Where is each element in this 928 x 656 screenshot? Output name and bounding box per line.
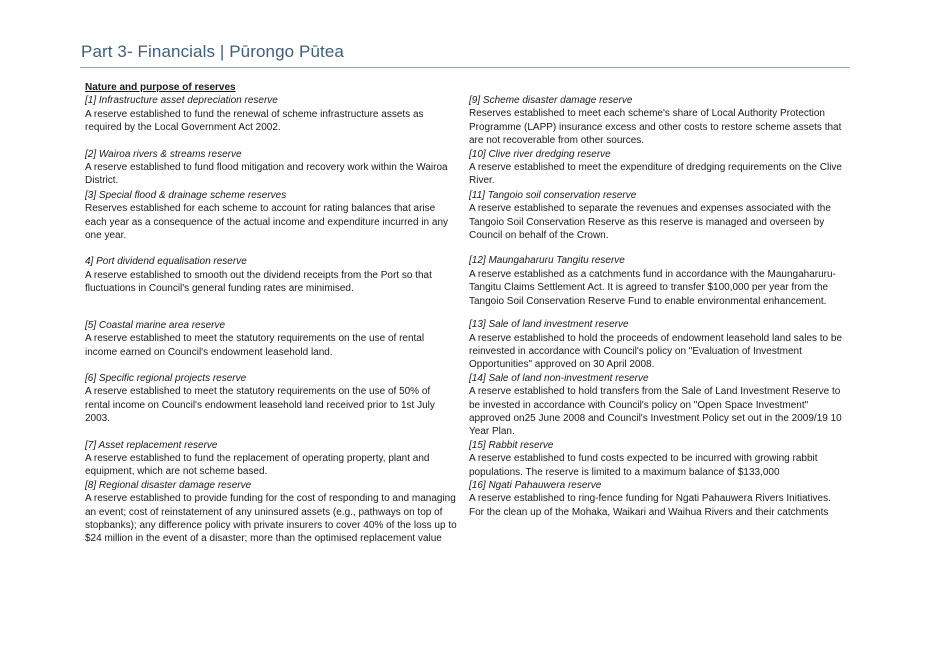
reserve-item (469, 94, 847, 148)
right-column (469, 94, 847, 519)
reserve-title: [9] Scheme disaster damage reserve (469, 95, 633, 106)
reserve-description: A reserve established to hold the proceeds of endowment leasehold land sales to be reinvested in accordance with Council's policy on "Evaluation of Investment Opportunities" approved on 30 April 2008. (469, 332, 843, 371)
reserve-title: [13] Sale of land investment reserve (469, 319, 629, 331)
reserve-description: A reserve established to provide funding for the cost of responding to and managing an event; cost of reinstatement of any uninsured assets (e.g., pathways on top of stopbanks); any difference policy with private insurers to cover 40% of the loss up to $24 million in the event of a disaster; more than the optimised replacement value (85, 493, 457, 545)
reserve-title: [2] Wairoa rivers & streams reserve (85, 148, 242, 160)
reserve-title: [11] Tangoio soil conservation reserve (469, 189, 637, 201)
reserve-title: [14] Sale of land non-investment reserve (469, 372, 649, 384)
reserve-item (85, 148, 457, 188)
reserve-item (469, 479, 847, 519)
reserve-item (85, 255, 457, 295)
reserve-description: A reserve established to ring-fence funding for Ngati Pahauwera Rivers Initiatives. For the clean up of the Mohaka, Waikari and Waihua Rivers and their catchments (469, 493, 831, 518)
reserve-item (469, 189, 847, 243)
reserve-description: A reserve established to fund flood mitigation and recovery work within the Wairoa District. (85, 162, 448, 187)
page-title: Part 3- Financials | Pūrongo Pūtea (81, 42, 344, 61)
title-divider (80, 67, 850, 68)
reserve-description: A reserve established to hold transfers from the Sale of Land Investment Reserve to be invested in accordance with Council's policy on "Open Space Investment" approved on25 June 2008 and Council's Investment Policy set out in the 2009/19 10 Year Plan. (469, 386, 842, 438)
reserve-item (85, 189, 457, 243)
reserve-description: A reserve established to separate the revenues and expenses associated with the Tangoio Soil Conservation Reserve as this reserve is managed and overseen by Council on behalf of the Crown. (469, 203, 831, 242)
reserve-description: A reserve established to fund the replacement of operating property, plant and equipment, which are not scheme based. (85, 452, 430, 478)
reserve-item (85, 372, 457, 426)
reserve-item (85, 479, 457, 546)
reserve-item (469, 439, 847, 479)
section-heading: Nature and purpose of reserves (85, 82, 236, 93)
reserve-title: [6] Specific regional projects reserve (85, 372, 247, 384)
reserve-title: [12] Maungaharuru Tangitu reserve (469, 255, 625, 267)
reserve-item (469, 254, 847, 308)
reserve-title: [8] Regional disaster damage reserve (85, 479, 252, 491)
reserve-item (469, 372, 847, 439)
reserve-item (469, 148, 847, 188)
reserve-title: [7] Asset replacement reserve (85, 439, 218, 451)
reserve-title: [3] Special flood & drainage scheme reserves (85, 189, 287, 201)
reserve-description: A reserve established to meet the statutory requirements on the use of 50% of rental income on Council's endowment leasehold land received prior to 1st July 2003. (85, 386, 435, 425)
reserve-item (469, 318, 847, 372)
reserve-description: A reserve established to meet the statutory requirements on the use of rental income earned on Council's endowment leasehold land. (85, 333, 425, 358)
reserve-description: A reserve established to meet the expenditure of dredging requirements on the Clive River. (469, 162, 842, 187)
reserve-item (85, 94, 457, 134)
reserve-title: [1] Infrastructure asset depreciation reserve (85, 95, 278, 107)
reserve-description: A reserve established to smooth out the dividend receipts from the Port so that fluctuations in Council's general funding rates are minimised. (85, 269, 432, 295)
reserve-item (85, 319, 457, 359)
reserve-item (85, 439, 457, 479)
reserve-description: A reserve established to fund the renewal of scheme infrastructure assets as required by the Local Government Act 2002. (85, 108, 424, 134)
reserve-title: [10] Clive river dredging reserve (469, 148, 611, 160)
reserve-description: Reserves established for each scheme to account for rating balances that arise each year as a consequence of the actual income and expenditure incurred in any one year. (85, 203, 449, 242)
reserve-title: [5] Coastal marine area reserve (85, 319, 226, 331)
reserve-description: A reserve established to fund costs expected to be incurred with growing rabbit populations. The reserve is limited to a maximum balance of $133,000 (469, 453, 818, 478)
reserve-title: [15] Rabbit reserve (469, 439, 554, 451)
reserve-title: [16] Ngati Pahauwera reserve (469, 479, 602, 491)
left-column (85, 81, 457, 546)
reserve-description: A reserve established as a catchments fund in accordance with the Maungaharuru-Tangitu Claims Settlement Act. It is agreed to transfer $100,000 per year from the Tangoio Soil Conservation Reserve Fund to enable environmental enhancement. (469, 268, 836, 307)
reserve-title: 4] Port dividend equalisation reserve (85, 256, 247, 268)
reserve-description: Reserves established to meet each scheme's share of Local Authority Protection Programme (LAPP) insurance excess and other costs to restore scheme assets that are not recoverable from other sources. (469, 108, 842, 147)
